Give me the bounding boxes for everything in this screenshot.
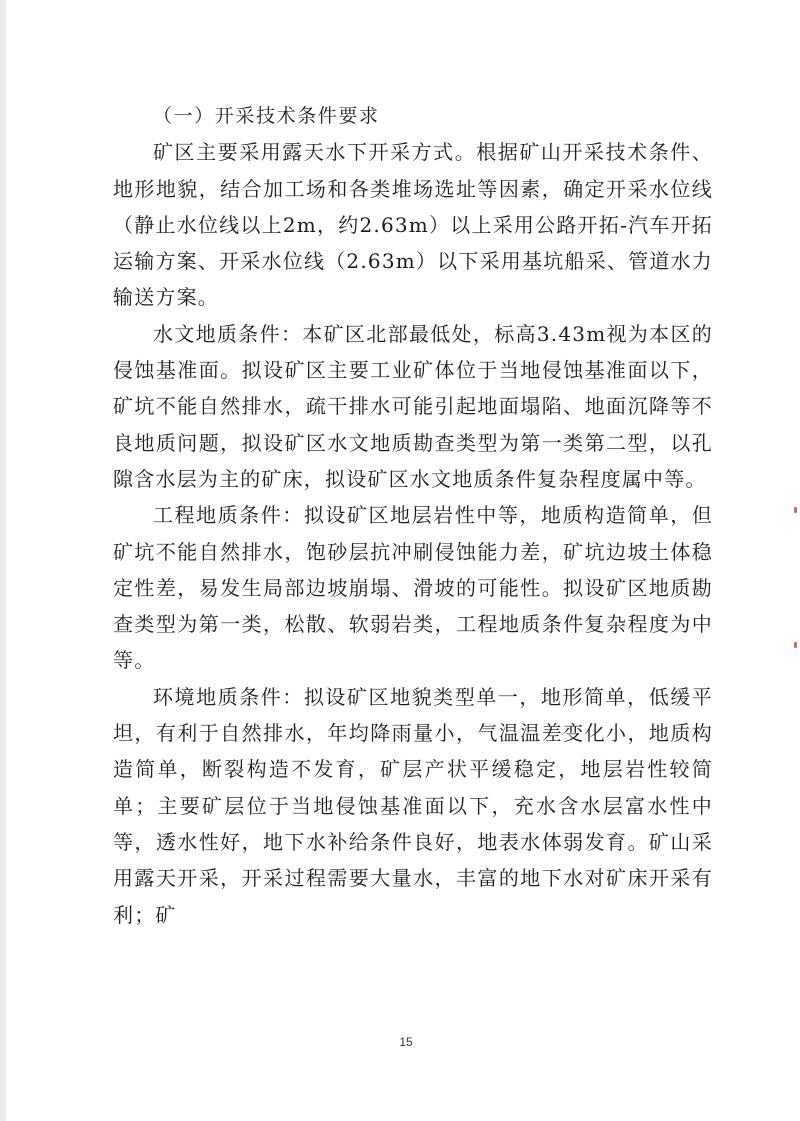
paragraph-hydrogeology: 水文地质条件：本矿区北部最低处，标高3.43m视为本区的侵蚀基准面。拟设矿区主要工业矿体位于当地侵蚀基准面以下，矿坑不能自然排水，疏干排水可能引起地面塌陷、地面沉降等不良地质问题，拟设矿区水文地质勘查类型为第一类第二型，以孔隙含水层为主的矿床，拟设矿区水文地质条件复杂程度属中等。 [113, 321, 713, 491]
scan-mark [794, 642, 797, 648]
paragraph-environmental-geology: 环境地质条件：拟设矿区地貌类型单一，地形简单，低缓平坦，有利于自然排水，年均降雨量小，气温温差变化小，地质构造简单，断裂构造不发育，矿层产状平缓稳定，地层岩性较简单；主要矿层位于当地侵蚀基准面以下，充水含水层富水性中等，透水性好，地下水补给条件良好，地表水体弱发育。矿山采用露天开采，开采过程需要大量水，丰富的地下水对矿床开采有利；矿 [113, 684, 713, 927]
paragraph-mining-method: 矿区主要采用露天水下开采方式。根据矿山开采技术条件、地形地貌，结合加工场和各类堆场选址等因素，确定开采水位线（静止水位线以上2m，约2.63m）以上采用公路开拓-汽车开拓运输方案、开采水位线（2.63m）以下采用基坑船采、管道水力输送方案。 [113, 140, 713, 310]
scan-mark [794, 507, 797, 513]
page-number: 15 [399, 1035, 413, 1049]
paragraph-engineering-geology: 工程地质条件：拟设矿区地层岩性中等，地质构造简单，但矿坑不能自然排水，饱砂层抗冲刷侵蚀能力差，矿坑边坡土体稳定性差，易发生局部边坡崩塌、滑坡的可能性。拟设矿区地质勘查类型为第一类，松散、软弱岩类，工程地质条件复杂程度为中等。 [113, 503, 713, 673]
section-heading: （一）开采技术条件要求 [153, 105, 380, 127]
page-body [113, 98, 713, 933]
